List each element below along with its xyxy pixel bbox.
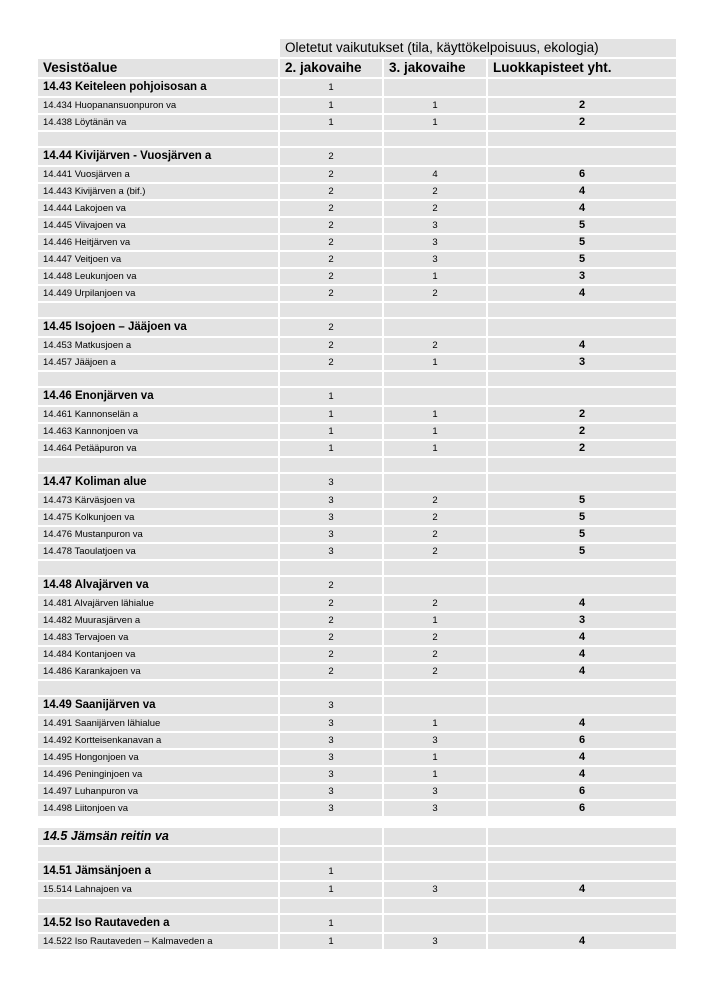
total-cell: 2 (488, 115, 676, 130)
empty-cell (280, 372, 382, 386)
area-name-cell: 14.52 Iso Rautaveden a (38, 915, 278, 932)
empty-cell (38, 847, 278, 861)
total-cell: 5 (488, 493, 676, 508)
group-row (38, 388, 676, 405)
phase2-cell: 3 (280, 493, 382, 508)
total-cell: 6 (488, 167, 676, 182)
phase2-cell: 1 (280, 863, 382, 880)
phase2-cell: 2 (280, 235, 382, 250)
header-phase3: 3. jakovaihe (384, 59, 486, 77)
area-name-cell: 14.46 Enonjärven va (38, 388, 278, 405)
area-name-cell: 14.522 Iso Rautaveden – Kalmaveden a (38, 934, 278, 949)
total-cell (488, 828, 676, 845)
item-row (38, 167, 676, 182)
group-row (38, 697, 676, 714)
empty-cell (384, 561, 486, 575)
item-row (38, 716, 676, 731)
area-name-cell: 14.481 Alvajärven lähialue (38, 596, 278, 611)
phase2-cell: 2 (280, 269, 382, 284)
item-row (38, 527, 676, 542)
phase3-cell: 2 (384, 286, 486, 301)
empty-cell (488, 303, 676, 317)
area-name-cell: 14.475 Kolkunjoen va (38, 510, 278, 525)
empty-cell (384, 899, 486, 913)
phase2-cell: 2 (280, 647, 382, 662)
phase2-cell: 3 (280, 544, 382, 559)
empty-cell (384, 681, 486, 695)
area-name-cell: 14.464 Petääpuron va (38, 441, 278, 456)
total-cell (488, 577, 676, 594)
total-cell: 5 (488, 544, 676, 559)
blank-row (38, 561, 676, 575)
phase3-cell: 1 (384, 750, 486, 765)
area-name-cell: 14.443 Kivijärven a (bif.) (38, 184, 278, 199)
phase3-cell: 2 (384, 527, 486, 542)
area-name-cell: 14.482 Muurasjärven a (38, 613, 278, 628)
total-cell: 4 (488, 596, 676, 611)
item-row (38, 882, 676, 897)
empty-cell (488, 132, 676, 146)
area-name-cell: 14.51 Jämsänjoen a (38, 863, 278, 880)
phase3-cell: 3 (384, 733, 486, 748)
impact-table-sheet (36, 37, 678, 951)
item-row (38, 355, 676, 370)
phase3-cell: 1 (384, 407, 486, 422)
item-row (38, 338, 676, 353)
phase2-cell: 2 (280, 577, 382, 594)
total-cell (488, 388, 676, 405)
empty-cell (38, 132, 278, 146)
phase3-cell: 3 (384, 934, 486, 949)
empty-cell (488, 818, 676, 826)
group-row (38, 577, 676, 594)
total-cell: 3 (488, 269, 676, 284)
area-name-cell: 14.434 Huopanansuonpuron va (38, 98, 278, 113)
total-cell: 4 (488, 934, 676, 949)
item-row (38, 750, 676, 765)
blank-row (38, 899, 676, 913)
section-row (38, 828, 676, 845)
phase3-cell: 3 (384, 252, 486, 267)
phase2-cell: 1 (280, 441, 382, 456)
phase3-cell: 1 (384, 269, 486, 284)
phase2-cell: 1 (280, 882, 382, 897)
header-empty-cell (38, 39, 278, 57)
empty-cell (384, 372, 486, 386)
phase3-cell: 2 (384, 630, 486, 645)
group-row (38, 863, 676, 880)
phase2-cell: 3 (280, 716, 382, 731)
empty-cell (384, 458, 486, 472)
area-name-cell: 14.44 Kivijärven - Vuosjärven a (38, 148, 278, 165)
area-name-cell: 14.463 Kannonjoen va (38, 424, 278, 439)
item-row (38, 784, 676, 799)
empty-cell (280, 818, 382, 826)
blank-row (38, 681, 676, 695)
area-name-cell: 15.514 Lahnajoen va (38, 882, 278, 897)
empty-cell (488, 899, 676, 913)
area-name-cell: 14.445 Viivajoen va (38, 218, 278, 233)
item-row (38, 407, 676, 422)
phase2-cell: 3 (280, 697, 382, 714)
phase2-cell: 1 (280, 79, 382, 96)
area-name-cell: 14.492 Kortteisenkanavan a (38, 733, 278, 748)
blank-row (38, 847, 676, 861)
phase2-cell: 2 (280, 338, 382, 353)
empty-cell (488, 561, 676, 575)
phase2-cell: 2 (280, 184, 382, 199)
phase3-cell (384, 863, 486, 880)
phase3-cell (384, 828, 486, 845)
total-cell: 4 (488, 184, 676, 199)
blank-row (38, 372, 676, 386)
item-row (38, 98, 676, 113)
phase2-cell: 1 (280, 388, 382, 405)
empty-cell (38, 818, 278, 826)
group-row (38, 148, 676, 165)
phase2-cell: 2 (280, 201, 382, 216)
header-area: Vesistöalue (38, 59, 278, 77)
phase2-cell: 3 (280, 733, 382, 748)
phase3-cell (384, 148, 486, 165)
separator-row (38, 818, 676, 826)
item-row (38, 613, 676, 628)
empty-cell (38, 372, 278, 386)
impact-table-body (38, 39, 676, 949)
phase2-cell: 3 (280, 784, 382, 799)
phase3-cell: 2 (384, 544, 486, 559)
phase3-cell (384, 915, 486, 932)
impact-table (36, 37, 678, 951)
area-name-cell: 14.5 Jämsän reitin va (38, 828, 278, 845)
total-cell: 3 (488, 613, 676, 628)
phase2-cell: 3 (280, 750, 382, 765)
phase3-cell (384, 388, 486, 405)
empty-cell (488, 458, 676, 472)
area-name-cell: 14.486 Karankajoen va (38, 664, 278, 679)
total-cell: 2 (488, 407, 676, 422)
empty-cell (384, 303, 486, 317)
area-name-cell: 14.449 Urpilanjoen va (38, 286, 278, 301)
phase2-cell: 2 (280, 596, 382, 611)
phase3-cell: 2 (384, 338, 486, 353)
area-name-cell: 14.447 Veitjoen va (38, 252, 278, 267)
group-row (38, 474, 676, 491)
empty-cell (38, 303, 278, 317)
item-row (38, 424, 676, 439)
area-name-cell: 14.444 Lakojoen va (38, 201, 278, 216)
empty-cell (280, 561, 382, 575)
total-cell: 2 (488, 98, 676, 113)
phase3-cell: 3 (384, 235, 486, 250)
phase2-cell: 1 (280, 915, 382, 932)
total-cell: 4 (488, 664, 676, 679)
total-cell (488, 79, 676, 96)
area-name-cell: 14.441 Vuosjärven a (38, 167, 278, 182)
item-row (38, 664, 676, 679)
phase2-cell: 1 (280, 424, 382, 439)
item-row (38, 218, 676, 233)
phase2-cell: 2 (280, 613, 382, 628)
empty-cell (38, 561, 278, 575)
phase3-cell: 1 (384, 355, 486, 370)
phase2-cell: 2 (280, 218, 382, 233)
phase2-cell: 2 (280, 252, 382, 267)
total-cell: 4 (488, 286, 676, 301)
total-cell (488, 319, 676, 336)
phase3-cell: 4 (384, 167, 486, 182)
empty-cell (38, 681, 278, 695)
phase2-cell: 1 (280, 115, 382, 130)
item-row (38, 630, 676, 645)
empty-cell (488, 847, 676, 861)
phase2-cell: 2 (280, 319, 382, 336)
phase3-cell (384, 697, 486, 714)
header-column-row (38, 59, 676, 77)
phase2-cell: 1 (280, 98, 382, 113)
phase3-cell (384, 79, 486, 96)
area-name-cell: 14.461 Kannonselän a (38, 407, 278, 422)
total-cell: 2 (488, 424, 676, 439)
header-total: Luokkapisteet yht. (488, 59, 676, 77)
area-name-cell: 14.438 Löytänän va (38, 115, 278, 130)
area-name-cell: 14.483 Tervajoen va (38, 630, 278, 645)
total-cell: 5 (488, 235, 676, 250)
area-name-cell: 14.495 Hongonjoen va (38, 750, 278, 765)
phase2-cell (280, 828, 382, 845)
total-cell (488, 915, 676, 932)
empty-cell (384, 132, 486, 146)
area-name-cell: 14.484 Kontanjoen va (38, 647, 278, 662)
total-cell: 4 (488, 882, 676, 897)
empty-cell (488, 372, 676, 386)
empty-cell (38, 458, 278, 472)
total-cell: 4 (488, 716, 676, 731)
total-cell: 4 (488, 750, 676, 765)
phase2-cell: 2 (280, 167, 382, 182)
group-row (38, 319, 676, 336)
item-row (38, 544, 676, 559)
item-row (38, 596, 676, 611)
phase2-cell: 3 (280, 510, 382, 525)
total-cell: 2 (488, 441, 676, 456)
phase2-cell: 1 (280, 407, 382, 422)
phase3-cell: 2 (384, 664, 486, 679)
phase3-cell (384, 319, 486, 336)
phase3-cell (384, 474, 486, 491)
group-row (38, 79, 676, 96)
item-row (38, 441, 676, 456)
total-cell: 6 (488, 733, 676, 748)
area-name-cell: 14.45 Isojoen – Jääjoen va (38, 319, 278, 336)
empty-cell (280, 132, 382, 146)
total-cell: 5 (488, 252, 676, 267)
phase3-cell: 1 (384, 98, 486, 113)
area-name-cell: 14.498 Liitonjoen va (38, 801, 278, 816)
item-row (38, 269, 676, 284)
item-row (38, 934, 676, 949)
phase2-cell: 3 (280, 474, 382, 491)
item-row (38, 201, 676, 216)
phase3-cell: 2 (384, 596, 486, 611)
total-cell (488, 697, 676, 714)
total-cell: 4 (488, 647, 676, 662)
area-name-cell: 14.497 Luhanpuron va (38, 784, 278, 799)
area-name-cell: 14.496 Peninginjoen va (38, 767, 278, 782)
phase3-cell: 1 (384, 424, 486, 439)
total-cell: 5 (488, 510, 676, 525)
item-row (38, 733, 676, 748)
total-cell (488, 863, 676, 880)
phase3-cell: 3 (384, 882, 486, 897)
phase3-cell: 2 (384, 510, 486, 525)
empty-cell (384, 818, 486, 826)
phase3-cell: 1 (384, 115, 486, 130)
phase2-cell: 2 (280, 286, 382, 301)
item-row (38, 493, 676, 508)
area-name-cell: 14.47 Koliman alue (38, 474, 278, 491)
item-row (38, 115, 676, 130)
empty-cell (280, 847, 382, 861)
area-name-cell: 14.453 Matkusjoen a (38, 338, 278, 353)
total-cell (488, 148, 676, 165)
area-name-cell: 14.478 Taoulatjoen va (38, 544, 278, 559)
phase3-cell: 2 (384, 493, 486, 508)
phase2-cell: 3 (280, 527, 382, 542)
item-row (38, 647, 676, 662)
empty-cell (38, 899, 278, 913)
phase3-cell: 1 (384, 767, 486, 782)
item-row (38, 510, 676, 525)
phase3-cell: 3 (384, 218, 486, 233)
area-name-cell: 14.491 Saanijärven lähialue (38, 716, 278, 731)
area-name-cell: 14.457 Jääjoen a (38, 355, 278, 370)
total-cell: 4 (488, 201, 676, 216)
area-name-cell: 14.448 Leukunjoen va (38, 269, 278, 284)
phase2-cell: 1 (280, 934, 382, 949)
blank-row (38, 458, 676, 472)
empty-cell (280, 458, 382, 472)
phase3-cell: 2 (384, 184, 486, 199)
area-name-cell: 14.473 Kärväsjoen va (38, 493, 278, 508)
header-phase2: 2. jakovaihe (280, 59, 382, 77)
total-cell: 3 (488, 355, 676, 370)
area-name-cell: 14.49 Saanijärven va (38, 697, 278, 714)
phase3-cell: 2 (384, 201, 486, 216)
area-name-cell: 14.48 Alvajärven va (38, 577, 278, 594)
total-cell: 4 (488, 338, 676, 353)
total-cell: 5 (488, 218, 676, 233)
phase3-cell: 1 (384, 716, 486, 731)
empty-cell (280, 681, 382, 695)
phase2-cell: 2 (280, 355, 382, 370)
total-cell: 5 (488, 527, 676, 542)
phase3-cell: 1 (384, 441, 486, 456)
empty-cell (488, 681, 676, 695)
total-cell: 6 (488, 784, 676, 799)
phase2-cell: 2 (280, 664, 382, 679)
empty-cell (280, 303, 382, 317)
area-name-cell: 14.43 Keiteleen pohjoisosan a (38, 79, 278, 96)
item-row (38, 801, 676, 816)
blank-row (38, 303, 676, 317)
total-cell: 6 (488, 801, 676, 816)
total-cell: 4 (488, 767, 676, 782)
area-name-cell: 14.476 Mustanpuron va (38, 527, 278, 542)
total-cell: 4 (488, 630, 676, 645)
phase3-cell (384, 577, 486, 594)
item-row (38, 286, 676, 301)
phase3-cell: 3 (384, 801, 486, 816)
header-group-row (38, 39, 676, 57)
item-row (38, 767, 676, 782)
empty-cell (384, 847, 486, 861)
empty-cell (280, 899, 382, 913)
total-cell (488, 474, 676, 491)
item-row (38, 252, 676, 267)
phase2-cell: 2 (280, 148, 382, 165)
blank-row (38, 132, 676, 146)
phase2-cell: 3 (280, 801, 382, 816)
phase2-cell: 3 (280, 767, 382, 782)
item-row (38, 235, 676, 250)
phase3-cell: 2 (384, 647, 486, 662)
header-group-title: Oletetut vaikutukset (tila, käyttökelpoisuus, ekologia) (280, 39, 676, 57)
area-name-cell: 14.446 Heitjärven va (38, 235, 278, 250)
item-row (38, 184, 676, 199)
phase3-cell: 1 (384, 613, 486, 628)
phase2-cell: 2 (280, 630, 382, 645)
phase3-cell: 3 (384, 784, 486, 799)
group-row (38, 915, 676, 932)
